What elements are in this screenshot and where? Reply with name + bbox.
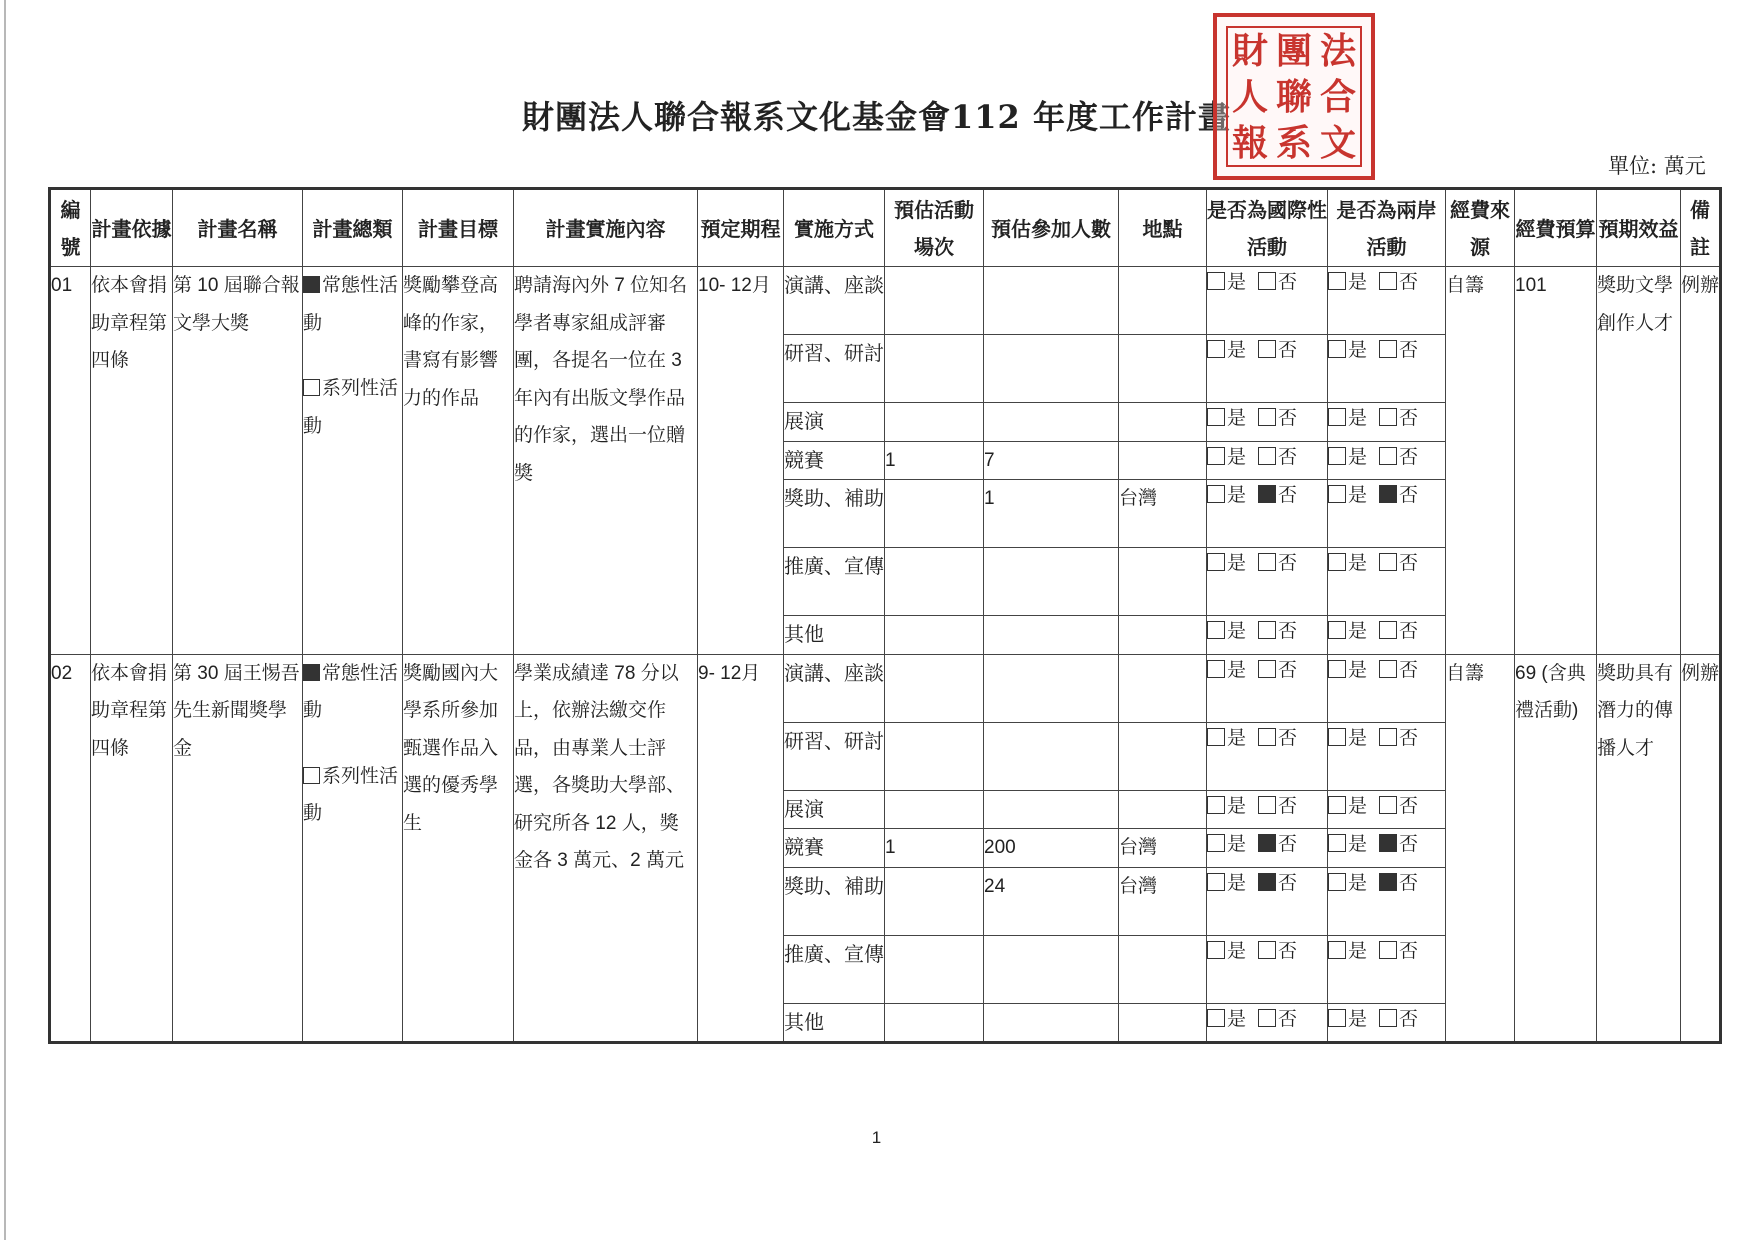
plan-category	[303, 654, 403, 1043]
method-location: 台灣	[1119, 480, 1207, 548]
method-participants: 1	[984, 480, 1119, 548]
seal-char: 人	[1231, 76, 1268, 118]
crossstrait-choice	[1328, 790, 1446, 829]
page-number: 1	[871, 1128, 882, 1147]
international-choice	[1207, 267, 1328, 335]
seal-characters	[1226, 26, 1362, 167]
international-choice	[1207, 548, 1328, 616]
no-label: 否	[1399, 621, 1419, 642]
yes-label: 是	[1348, 659, 1368, 681]
checkbox-yes[interactable]	[1328, 834, 1346, 852]
checkbox-series[interactable]	[303, 767, 320, 784]
category-series	[303, 370, 402, 445]
plan-fund-source: 自籌	[1446, 654, 1515, 1043]
checkbox-no[interactable]	[1379, 621, 1397, 639]
yes-label: 是	[1348, 834, 1368, 855]
header-period: 預定期程	[698, 189, 784, 267]
yes-label: 是	[1227, 340, 1247, 361]
method-participants	[984, 267, 1119, 335]
crossstrait-choice	[1328, 403, 1446, 442]
international-choice	[1207, 654, 1328, 722]
regular-label: 常態性活動	[303, 662, 399, 721]
international-choice	[1207, 935, 1328, 1003]
header-crossstrait: 是否為兩岸活動	[1328, 189, 1446, 267]
yes-label: 是	[1227, 272, 1247, 293]
seal-char: 團	[1275, 30, 1312, 72]
header-fund-source: 經費來源	[1446, 189, 1515, 267]
method-label: 展演	[784, 790, 885, 829]
no-label: 否	[1278, 408, 1298, 429]
method-label: 研習、研討	[784, 335, 885, 403]
no-label: 否	[1278, 659, 1298, 681]
method-location: 台灣	[1119, 829, 1207, 868]
international-choice	[1207, 790, 1328, 829]
seal-char: 法	[1319, 30, 1356, 72]
yes-label: 是	[1227, 485, 1247, 506]
page-edge	[4, 0, 6, 1240]
international-choice	[1207, 867, 1328, 935]
method-label: 推廣、宣傳	[784, 935, 885, 1003]
method-label: 獎助、補助	[784, 867, 885, 935]
method-location	[1119, 616, 1207, 655]
checkbox-yes[interactable]	[1207, 272, 1225, 290]
method-sessions	[885, 654, 984, 722]
regular-label: 常態性活動	[303, 275, 399, 334]
checkbox-no[interactable]	[1258, 485, 1276, 503]
plan-goal: 獎勵國內大學系所參加甄選作品入選的優秀學生	[403, 654, 514, 1043]
checkbox-no[interactable]	[1258, 408, 1276, 426]
plan-name: 第 10 屆聯合報文學大獎	[173, 267, 303, 655]
no-label: 否	[1399, 659, 1419, 681]
checkbox-series[interactable]	[303, 379, 320, 396]
plan-category	[303, 267, 403, 655]
crossstrait-choice	[1328, 654, 1446, 722]
yes-label: 是	[1348, 408, 1368, 429]
no-label: 否	[1399, 408, 1419, 429]
crossstrait-choice	[1328, 335, 1446, 403]
crossstrait-choice	[1328, 548, 1446, 616]
yes-label: 是	[1227, 795, 1247, 817]
no-label: 否	[1278, 621, 1298, 642]
checkbox-no[interactable]	[1258, 873, 1276, 891]
checkbox-yes[interactable]	[1207, 340, 1225, 358]
no-label: 否	[1278, 1008, 1298, 1030]
table-row	[50, 267, 1721, 335]
series-label: 系列性活動	[303, 765, 399, 824]
plan-budget: 101	[1515, 267, 1597, 655]
method-sessions	[885, 935, 984, 1003]
checkbox-yes[interactable]	[1328, 272, 1346, 290]
checkbox-yes[interactable]	[1207, 834, 1225, 852]
plan-period: 9- 12月	[698, 654, 784, 1043]
no-label: 否	[1278, 727, 1298, 749]
crossstrait-choice	[1328, 867, 1446, 935]
international-choice	[1207, 616, 1328, 655]
no-label: 否	[1399, 1008, 1419, 1030]
method-label: 其他	[784, 1003, 885, 1043]
crossstrait-choice	[1328, 1003, 1446, 1043]
checkbox-no[interactable]	[1379, 660, 1397, 678]
crossstrait-choice	[1328, 480, 1446, 548]
seal-char: 報	[1231, 122, 1268, 164]
method-label: 演講、座談	[784, 654, 885, 722]
plan-benefit: 獎助文學創作人才	[1597, 267, 1681, 655]
checkbox-no[interactable]	[1379, 485, 1397, 503]
method-sessions	[885, 616, 984, 655]
method-location	[1119, 441, 1207, 480]
yes-label: 是	[1227, 727, 1247, 749]
series-label: 系列性活動	[303, 378, 399, 437]
method-label: 其他	[784, 616, 885, 655]
yes-label: 是	[1227, 446, 1247, 468]
plan-benefit: 獎助具有潛力的傳播人才	[1597, 654, 1681, 1043]
method-sessions	[885, 480, 984, 548]
crossstrait-choice	[1328, 441, 1446, 480]
checkbox-no[interactable]	[1258, 1009, 1276, 1027]
method-participants	[984, 1003, 1119, 1043]
no-label: 否	[1278, 795, 1298, 817]
no-label: 否	[1278, 485, 1298, 506]
checkbox-no[interactable]	[1379, 873, 1397, 891]
method-location	[1119, 1003, 1207, 1043]
seal-char: 合	[1319, 76, 1356, 118]
checkbox-yes[interactable]	[1207, 941, 1225, 959]
yes-label: 是	[1227, 940, 1247, 962]
no-label: 否	[1399, 727, 1419, 749]
yes-label: 是	[1348, 940, 1368, 962]
category-regular	[303, 267, 402, 342]
yes-label: 是	[1348, 1008, 1368, 1030]
seal-char: 財	[1231, 30, 1268, 72]
checkbox-yes[interactable]	[1328, 485, 1346, 503]
method-participants	[984, 616, 1119, 655]
official-seal	[1213, 13, 1375, 180]
plan-budget: 69 (含典禮活動)	[1515, 654, 1597, 1043]
checkbox-no[interactable]	[1258, 340, 1276, 358]
checkbox-no[interactable]	[1379, 728, 1397, 746]
yes-label: 是	[1227, 553, 1247, 574]
method-location	[1119, 722, 1207, 790]
international-choice	[1207, 722, 1328, 790]
checkbox-yes[interactable]	[1328, 447, 1346, 465]
yes-label: 是	[1348, 795, 1368, 817]
method-participants: 7	[984, 441, 1119, 480]
method-participants	[984, 935, 1119, 1003]
header-method: 實施方式	[784, 189, 885, 267]
no-label: 否	[1278, 340, 1298, 361]
method-participants	[984, 548, 1119, 616]
method-location: 台灣	[1119, 867, 1207, 935]
method-participants	[984, 722, 1119, 790]
checkbox-yes[interactable]	[1207, 621, 1225, 639]
spacer	[303, 730, 402, 758]
plan-no: 02	[50, 654, 91, 1043]
checkbox-yes[interactable]	[1328, 408, 1346, 426]
method-participants: 200	[984, 829, 1119, 868]
method-sessions	[885, 722, 984, 790]
checkbox-no[interactable]	[1379, 272, 1397, 290]
method-label: 演講、座談	[784, 267, 885, 335]
method-sessions	[885, 790, 984, 829]
method-location	[1119, 935, 1207, 1003]
work-plan-table	[48, 187, 1722, 1044]
plan-basis: 依本會捐助章程第四條	[91, 267, 173, 655]
no-label: 否	[1399, 446, 1419, 468]
checkbox-no[interactable]	[1379, 941, 1397, 959]
yes-label: 是	[1227, 621, 1247, 642]
no-label: 否	[1399, 272, 1419, 293]
checkbox-yes[interactable]	[1328, 1009, 1346, 1027]
method-label: 展演	[784, 403, 885, 442]
method-sessions	[885, 867, 984, 935]
plan-content: 聘請海內外 7 位知名學者專家組成評審團，各提名一位在 3 年內有出版文學作品的作家，選出一位贈獎	[514, 267, 698, 655]
method-location	[1119, 267, 1207, 335]
header-goal: 計畫目標	[403, 189, 514, 267]
yes-label: 是	[1348, 446, 1368, 468]
plan-name: 第 30 屆王惕吾先生新聞獎學金	[173, 654, 303, 1043]
checkbox-yes[interactable]	[1328, 873, 1346, 891]
checkbox-no[interactable]	[1258, 553, 1276, 571]
international-choice	[1207, 480, 1328, 548]
table-header-row	[50, 189, 1721, 267]
seal-char: 聯	[1275, 76, 1312, 118]
no-label: 否	[1278, 446, 1298, 468]
yes-label: 是	[1348, 485, 1368, 506]
crossstrait-choice	[1328, 722, 1446, 790]
no-label: 否	[1399, 795, 1419, 817]
method-participants	[984, 790, 1119, 829]
plan-remark: 例辦	[1681, 654, 1721, 1043]
crossstrait-choice	[1328, 616, 1446, 655]
checkbox-yes[interactable]	[1328, 941, 1346, 959]
no-label: 否	[1399, 940, 1419, 962]
yes-label: 是	[1348, 553, 1368, 574]
plan-period: 10- 12月	[698, 267, 784, 655]
header-name: 計畫名稱	[173, 189, 303, 267]
header-benefit: 預期效益	[1597, 189, 1681, 267]
method-label: 競賽	[784, 441, 885, 480]
method-location	[1119, 403, 1207, 442]
yes-label: 是	[1348, 872, 1368, 894]
method-label: 競賽	[784, 829, 885, 868]
method-sessions: 1	[885, 441, 984, 480]
yes-label: 是	[1227, 659, 1247, 681]
checkbox-regular[interactable]	[303, 664, 320, 681]
method-sessions	[885, 403, 984, 442]
seal-char: 文	[1319, 122, 1356, 164]
header-international: 是否為國際性活動	[1207, 189, 1328, 267]
international-choice	[1207, 441, 1328, 480]
crossstrait-choice	[1328, 829, 1446, 868]
international-choice	[1207, 1003, 1328, 1043]
checkbox-yes[interactable]	[1207, 447, 1225, 465]
yes-label: 是	[1227, 872, 1247, 894]
plan-fund-source: 自籌	[1446, 267, 1515, 655]
checkbox-yes[interactable]	[1328, 660, 1346, 678]
yes-label: 是	[1227, 834, 1247, 855]
no-label: 否	[1399, 872, 1419, 894]
yes-label: 是	[1348, 621, 1368, 642]
checkbox-yes[interactable]	[1207, 553, 1225, 571]
header-no: 編號	[50, 189, 91, 267]
checkbox-no[interactable]	[1258, 796, 1276, 814]
method-location	[1119, 335, 1207, 403]
international-choice	[1207, 829, 1328, 868]
international-choice	[1207, 403, 1328, 442]
method-label: 推廣、宣傳	[784, 548, 885, 616]
yes-label: 是	[1227, 408, 1247, 429]
method-label: 獎助、補助	[784, 480, 885, 548]
category-series	[303, 758, 402, 833]
yes-label: 是	[1348, 340, 1368, 361]
checkbox-yes[interactable]	[1328, 340, 1346, 358]
yes-label: 是	[1348, 727, 1368, 749]
method-sessions	[885, 267, 984, 335]
header-sessions: 預估活動場次	[885, 189, 984, 267]
no-label: 否	[1278, 872, 1298, 894]
checkbox-no[interactable]	[1258, 447, 1276, 465]
no-label: 否	[1278, 940, 1298, 962]
checkbox-no[interactable]	[1258, 834, 1276, 852]
unit-label: 單位: 萬元	[1608, 154, 1706, 178]
international-choice	[1207, 335, 1328, 403]
no-label: 否	[1399, 834, 1419, 855]
checkbox-yes[interactable]	[1207, 1009, 1225, 1027]
method-sessions	[885, 335, 984, 403]
crossstrait-choice	[1328, 935, 1446, 1003]
checkbox-yes[interactable]	[1328, 728, 1346, 746]
header-basis: 計畫依據	[91, 189, 173, 267]
checkbox-no[interactable]	[1379, 408, 1397, 426]
checkbox-yes[interactable]	[1207, 796, 1225, 814]
method-participants	[984, 654, 1119, 722]
no-label: 否	[1399, 485, 1419, 506]
plan-basis: 依本會捐助章程第四條	[91, 654, 173, 1043]
checkbox-yes[interactable]	[1207, 485, 1225, 503]
method-sessions: 1	[885, 829, 984, 868]
spacer	[303, 342, 402, 370]
checkbox-no[interactable]	[1379, 1009, 1397, 1027]
yes-label: 是	[1348, 272, 1368, 293]
plan-goal: 獎勵攀登高峰的作家，書寫有影響力的作品	[403, 267, 514, 655]
method-sessions	[885, 1003, 984, 1043]
checkbox-no[interactable]	[1379, 834, 1397, 852]
header-budget: 經費預算	[1515, 189, 1597, 267]
no-label: 否	[1278, 553, 1298, 574]
checkbox-no[interactable]	[1379, 796, 1397, 814]
seal-char: 系	[1275, 122, 1312, 164]
checkbox-yes[interactable]	[1207, 873, 1225, 891]
plan-content: 學業成績達 78 分以上，依辦法繳交作品，由專業人士評選，各獎助大學部、研究所各 12 人，獎金各 3 萬元、2 萬元	[514, 654, 698, 1043]
page-title: 財團法人聯合報系文化基金會112 年度工作計畫	[522, 98, 1231, 136]
method-participants	[984, 403, 1119, 442]
checkbox-no[interactable]	[1258, 941, 1276, 959]
method-location	[1119, 548, 1207, 616]
method-location	[1119, 790, 1207, 829]
checkbox-yes[interactable]	[1207, 408, 1225, 426]
header-location: 地點	[1119, 189, 1207, 267]
method-sessions	[885, 548, 984, 616]
method-participants: 24	[984, 867, 1119, 935]
crossstrait-choice	[1328, 267, 1446, 335]
checkbox-yes[interactable]	[1328, 621, 1346, 639]
no-label: 否	[1278, 272, 1298, 293]
checkbox-yes[interactable]	[1207, 660, 1225, 678]
header-participants: 預估參加人數	[984, 189, 1119, 267]
no-label: 否	[1399, 553, 1419, 574]
method-location	[1119, 654, 1207, 722]
method-participants	[984, 335, 1119, 403]
category-regular	[303, 655, 402, 730]
checkbox-no[interactable]	[1258, 272, 1276, 290]
checkbox-no[interactable]	[1258, 660, 1276, 678]
method-label: 研習、研討	[784, 722, 885, 790]
header-category: 計畫總類	[303, 189, 403, 267]
checkbox-yes[interactable]	[1207, 728, 1225, 746]
checkbox-yes[interactable]	[1328, 553, 1346, 571]
header-remark: 備註	[1681, 189, 1721, 267]
plan-remark: 例辦	[1681, 267, 1721, 655]
table-row	[50, 654, 1721, 722]
yes-label: 是	[1227, 1008, 1247, 1030]
checkbox-no[interactable]	[1379, 447, 1397, 465]
checkbox-yes[interactable]	[1328, 796, 1346, 814]
no-label: 否	[1278, 834, 1298, 855]
no-label: 否	[1399, 340, 1419, 361]
checkbox-no[interactable]	[1379, 340, 1397, 358]
checkbox-regular[interactable]	[303, 276, 320, 293]
checkbox-no[interactable]	[1258, 621, 1276, 639]
plan-no: 01	[50, 267, 91, 655]
checkbox-no[interactable]	[1379, 553, 1397, 571]
header-content: 計畫實施內容	[514, 189, 698, 267]
checkbox-no[interactable]	[1258, 728, 1276, 746]
